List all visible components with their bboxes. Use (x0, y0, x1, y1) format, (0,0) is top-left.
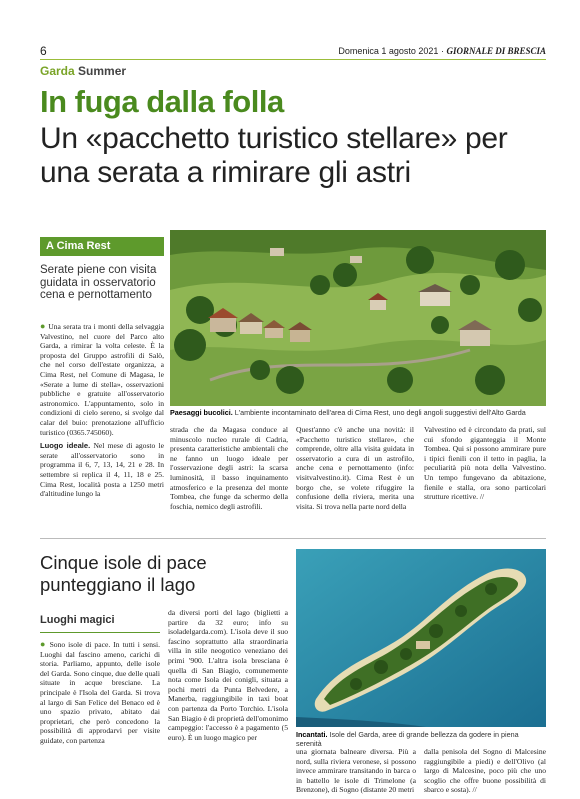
article1-column-3 (296, 425, 414, 511)
issue-date: Domenica 1 agosto 2021 (338, 46, 439, 56)
article2-col1-text: Sono isole di pace. In tutti i sensi. Luoghi dal fascino ameno, carichi di storia. Parliamo, appunto, delle isole del Garda. Sono cinque, due delle quali situate in acque bresciane. La principale è l'Isola del Garda. Si trova al largo di San Felice del Benaco ed è uno spazio privato, abitato dai proprietari, che però concedono la possibilità di approdarvi per visite guidate, con partenza (40, 640, 161, 745)
section-part1: Garda (40, 64, 75, 78)
section-title (40, 64, 126, 78)
isola-del-garda-photo (296, 549, 546, 727)
article1-col1-lead: Luogo ideale. (40, 441, 91, 451)
article2-column-2 (168, 608, 288, 742)
article1-end-mark: // (479, 492, 485, 502)
article2-col2-text: da diversi porti del lago (biglietti a partire da 32 euro; info su isoladelgarda.com). L'isola deve il suo fascino soprattutto alla straordinaria villa in stile neogotico veneziano dei primi '900. L'altra isola bresciana è quella di San Biagio, comunemente nota come Isola dei conigli, situata a pochi metri da Punta Belvedere, a Manerba, raggiungibile in taxi boat con partenza da Porto Torchio. L'isola San Biagio è di proprietà dell'omonimo campeggio: l'accesso è a pagamento (5 euro). È un luogo magico per (168, 608, 288, 742)
article1-col2-text: strada che da Magasa conduce al minuscolo nucleo rurale di Cadria, presenta caratteristiche ambientali che ne fanno un luogo ideale per l'osservazione degli astri: la scarsa luminosità, il basso inquinamento atmosferico e la presenza del monte Tombea, che funge da schermo della foschia, nemico degli astrofili. (170, 425, 288, 511)
bullet-icon: ● (40, 639, 47, 649)
article2-column-1 (40, 640, 160, 746)
article-separator (40, 538, 546, 539)
article2-label-rule (40, 632, 160, 633)
article1-column-4 (424, 425, 546, 502)
article1-photo-caption (170, 408, 546, 417)
article1-column-2 (170, 425, 288, 511)
article1-caption-text: L'ambiente incontaminato dell'area di Cima Rest, uno degli angoli suggestivi dell'Alto Garda (232, 408, 526, 417)
article2-caption-lead: Incantati. (296, 730, 328, 739)
article1-caption-lead: Paesaggi bucolici. (170, 408, 233, 417)
article2-column-3 (296, 747, 416, 795)
article2-photo-caption (296, 730, 546, 748)
section-part2: Summer (78, 64, 127, 78)
article2-column-4 (424, 747, 546, 795)
article1-col3-text: Quest'anno c'è anche una novità: il «Pacchetto turistico stellare», che comprende, oltre alla visita guidata in osservatorio a cura di un astrofilo, anche cena e pernottamento (info: visitvalvestino.it). Cima Rest è un borgo che, se volete rifuggire la confusione della riviera, merita una visita. Si trova nella parte nord della (296, 425, 414, 511)
article1-col1-p2: Nel mese di agosto le serate all'osservatorio sono in programma il 6, 7, 13, 14, 21 e 28. In settembre si replica il 4, 11, 18 e 25. Cima Rest, località posta a 1250 metri d'altitudine lungo la (40, 441, 164, 499)
article2-col3-text: una giornata balneare diversa. Più a nord, sulla riviera veronese, si possono invece ammirare transitando in barca o in battello le isole di Trimelone (a Brenzone), di Sogno (distante 20 metri (296, 747, 416, 795)
bullet-icon: ● (40, 321, 46, 331)
article1-kicker: In fuga dalla folla (40, 84, 284, 119)
article1-location-label: A Cima Rest (40, 237, 164, 256)
header-rule (40, 59, 546, 60)
page-number: 6 (40, 44, 47, 58)
cima-rest-photo (170, 230, 546, 406)
article2-col4-text: dalla penisola del Sogno di Malcesine raggiungibile a piedi) e dell'Olivo (al largo di Malcesine, poco più che uno scoglio che offre buone possibilità di sbarco e sosta). (424, 747, 546, 795)
article1-subtitle: Serate piene con visita guidata in osservatorio cena e pernottamento (40, 264, 157, 301)
article1-col1-p1: Una serata tra i monti della selvaggia Valvestino, nel cuore del Parco alto Garda, a rimirar la volta celeste. È la proposta del Gruppo astrofili di Salò, che nel corso dell'estate organizza, a Cima Rest, nel Comune di Magasa, le «Serate a lume di stella», osservazioni pubbliche e gratuite all'osservatorio astronomico. L'appuntamento, solo in condizioni di cielo sereno, si svolge dal calar del buio: prenotazione all'ufficio turistico (0365.745060). (40, 322, 164, 437)
article2-caption-text: Isole del Garda, aree di grande bellezza da godere in piena serenità (296, 730, 519, 748)
article2-headline: Cinque isole di pace punteggiano il lago (40, 552, 207, 595)
article2-label: Luoghi magici (40, 614, 115, 626)
article1-headline: Un «pacchetto turistico stellare» per una serata a rimirare gli astri (40, 122, 508, 189)
article2-end-mark: // (472, 785, 477, 795)
article1-column-1 (40, 322, 164, 499)
header-separator: · (440, 46, 444, 56)
header-dateline (338, 46, 546, 56)
newspaper-name: GIORNALE DI BRESCIA (446, 46, 546, 56)
article1-col4-text: Valvestino ed è circondato da prati, sul cui sfondo giganteggia il Monte Tombea. Qui si possono ammirare pure i tipici fienili con il tetto in paglia, la peculiarità più nota della Valvestino. Un tempo fungevano da abitazione, fienile e stalla, ora sono particolari strutture ricettive. (424, 425, 546, 502)
